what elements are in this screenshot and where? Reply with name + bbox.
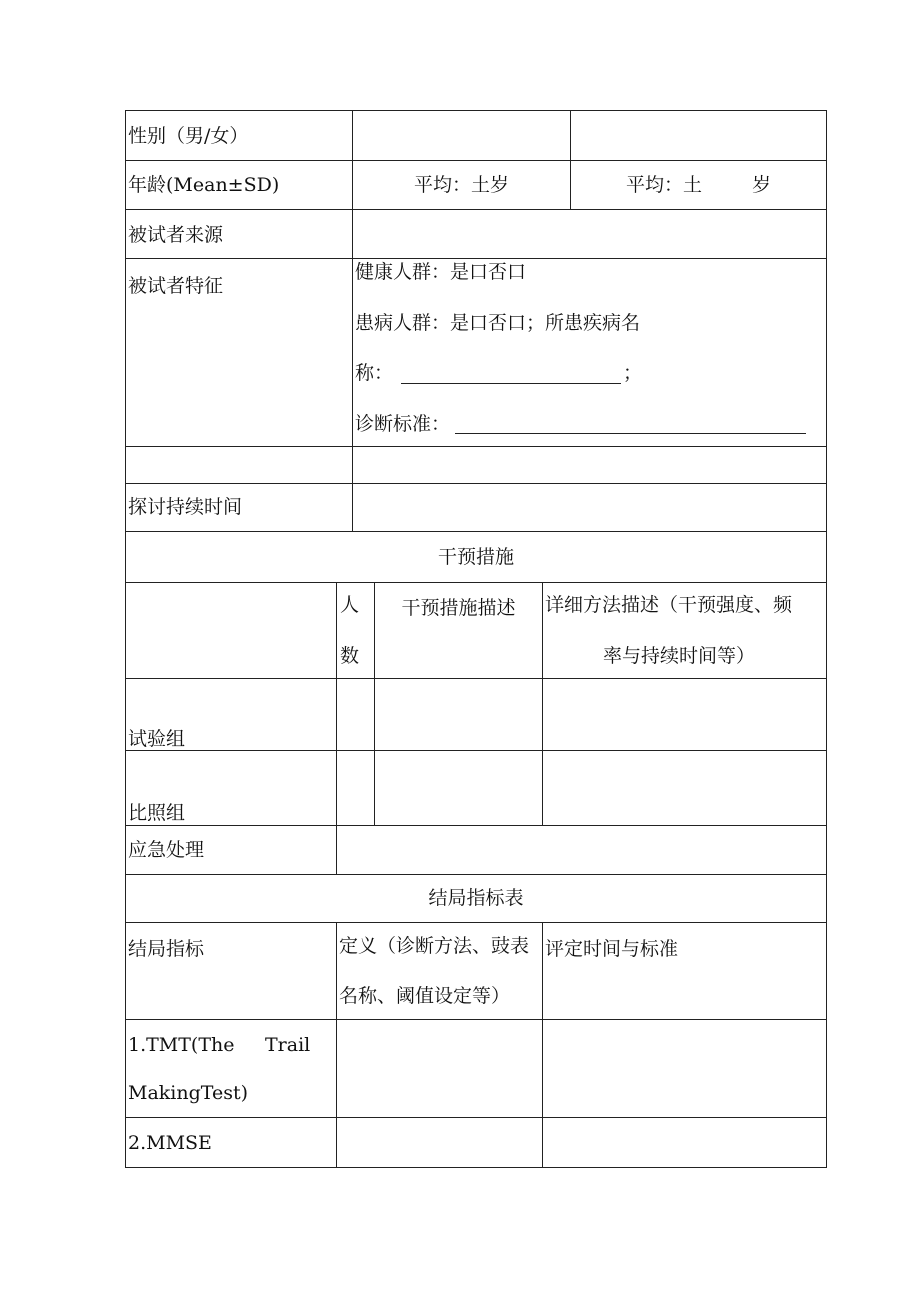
intervention-desc-header: 干预措施描述 (401, 597, 516, 619)
disease-name-label: 称： (355, 362, 394, 384)
intervention-header: 干预措施 (437, 546, 514, 568)
table-border-bottom (125, 1167, 827, 1168)
healthy-group-line: 健康人群：是口否口 (355, 261, 527, 283)
row-divider (125, 258, 827, 259)
row-divider (125, 209, 827, 210)
row-divider (125, 750, 827, 751)
row-divider (125, 678, 827, 679)
column-divider (542, 922, 543, 1168)
outcomes-header: 结局指标表 (428, 887, 524, 909)
gender-label: 性别（男/女） (128, 125, 249, 147)
evaluation-header: 评定时间与标准 (545, 938, 679, 960)
outcome-item-1-bottom: MakingTest) (128, 1082, 249, 1104)
row-divider (125, 160, 827, 161)
row-divider (125, 1019, 827, 1020)
row-divider (125, 531, 827, 532)
table-border-right (826, 110, 827, 1168)
row-divider (125, 922, 827, 923)
patient-group-line: 患病人群：是口否口；所患疾病名 (355, 312, 641, 334)
trial-group-label: 试验组 (128, 728, 186, 750)
row-divider (125, 446, 827, 447)
column-divider (542, 582, 543, 826)
outcome-item-2: 2.MMSE (128, 1132, 212, 1154)
row-divider (125, 874, 827, 875)
column-divider (570, 110, 571, 210)
duration-label: 探讨持续时间 (128, 496, 243, 518)
emergency-label: 应急处理 (128, 839, 205, 861)
age-group1-value: 平均：土岁 (413, 174, 509, 196)
row-divider (125, 483, 827, 484)
count-header-top: 人 (340, 594, 360, 616)
row-divider (125, 825, 827, 826)
outcome-item-1-top: 1.TMT(The (128, 1034, 235, 1056)
count-header-bottom: 数 (340, 645, 360, 667)
column-divider (336, 582, 337, 875)
table-border-top (125, 110, 827, 111)
features-label: 被试者特征 (128, 275, 224, 297)
definition-header-bottom: 名称、阈值设定等） (339, 985, 511, 1007)
disease-name-end: ； (623, 362, 643, 384)
diagnosis-criteria-blank (455, 433, 806, 434)
control-group-label: 比照组 (128, 802, 186, 824)
row-divider (125, 1117, 827, 1118)
age-group2-value: 平均：土 (626, 174, 703, 196)
row-divider (125, 582, 827, 583)
definition-header-top: 定义（诊断方法、豉表 (339, 935, 530, 957)
method-header-bottom: 率与持续时间等） (603, 645, 756, 667)
diagnosis-criteria-label: 诊断标准： (355, 413, 451, 435)
table-border-left (125, 110, 126, 1168)
disease-name-blank (401, 383, 621, 384)
source-label: 被试者来源 (128, 224, 224, 246)
indicator-header: 结局指标 (128, 938, 205, 960)
age-group2-unit: 岁 (752, 174, 772, 196)
outcome-item-1-trail: Trail (265, 1034, 311, 1056)
column-divider (336, 922, 337, 1168)
method-header-top: 详细方法描述（干预强度、频 (545, 594, 793, 616)
age-label: 年龄(Mean±SD) (128, 174, 280, 196)
